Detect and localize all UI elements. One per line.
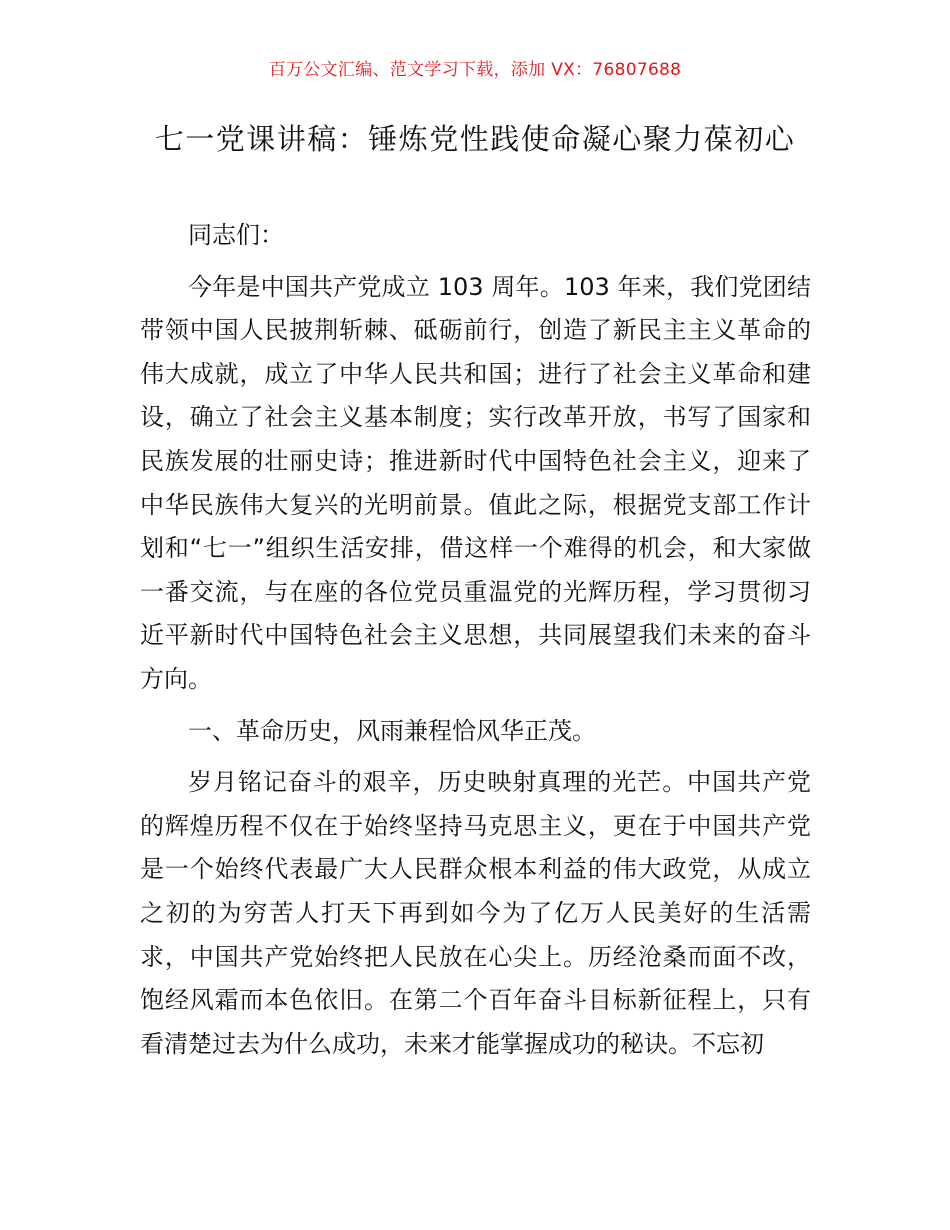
salutation-paragraph: 同志们： bbox=[188, 221, 284, 249]
section-heading: 一、革命历史，风雨兼程恰风华正茂。 bbox=[188, 716, 596, 745]
intro-paragraph: 今年是中国共产党成立 103 周年。103 年来，我们党团结带领中国人民披荆斩棘、砥砺前行，创造了新民主主义革命的伟大成就，成立了中华人民共和国；进行了社会主义革命和建设，确立了社会主义基本制度；实行改革开放，书写了国家和民族发展的壮丽史诗；推进新时代中国特色社会主义，迎来了中华民族伟大复兴的光明前景。值此之际，根据党支部工作计划和“七一”组织生活安排，借这样一个难得的机会，和大家做一番交流，与在座的各位党员重温党的光辉历程，学习贯彻习近平新时代中国特色社会主义思想，共同展望我们未来的奋斗方向。 bbox=[140, 272, 811, 693]
header-note: 百万公文汇编、范文学习下载，添加 VX：76807688 bbox=[268, 60, 682, 80]
document-title: 七一党课讲稿：锤炼党性践使命凝心聚力葆初心 bbox=[154, 122, 796, 156]
document-body bbox=[140, 214, 811, 1074]
body-paragraph: 岁月铭记奋斗的艰辛，历史映射真理的光芒。中国共产党的辉煌历程不仅在于始终坚持马克思主义，更在于中国共产党是一个始终代表最广大人民群众根本利益的伟大政党，从成立之初的为穷苦人打天下再到如今为了亿万人民美好的生活需求，中国共产党始终把人民放在心尖上。历经沧桑而面不改，饱经风霜而本色依旧。在第二个百年奋斗目标新征程上，只有看清楚过去为什么成功，未来才能掌握成功的秘诀。不忘初 bbox=[140, 768, 811, 1058]
